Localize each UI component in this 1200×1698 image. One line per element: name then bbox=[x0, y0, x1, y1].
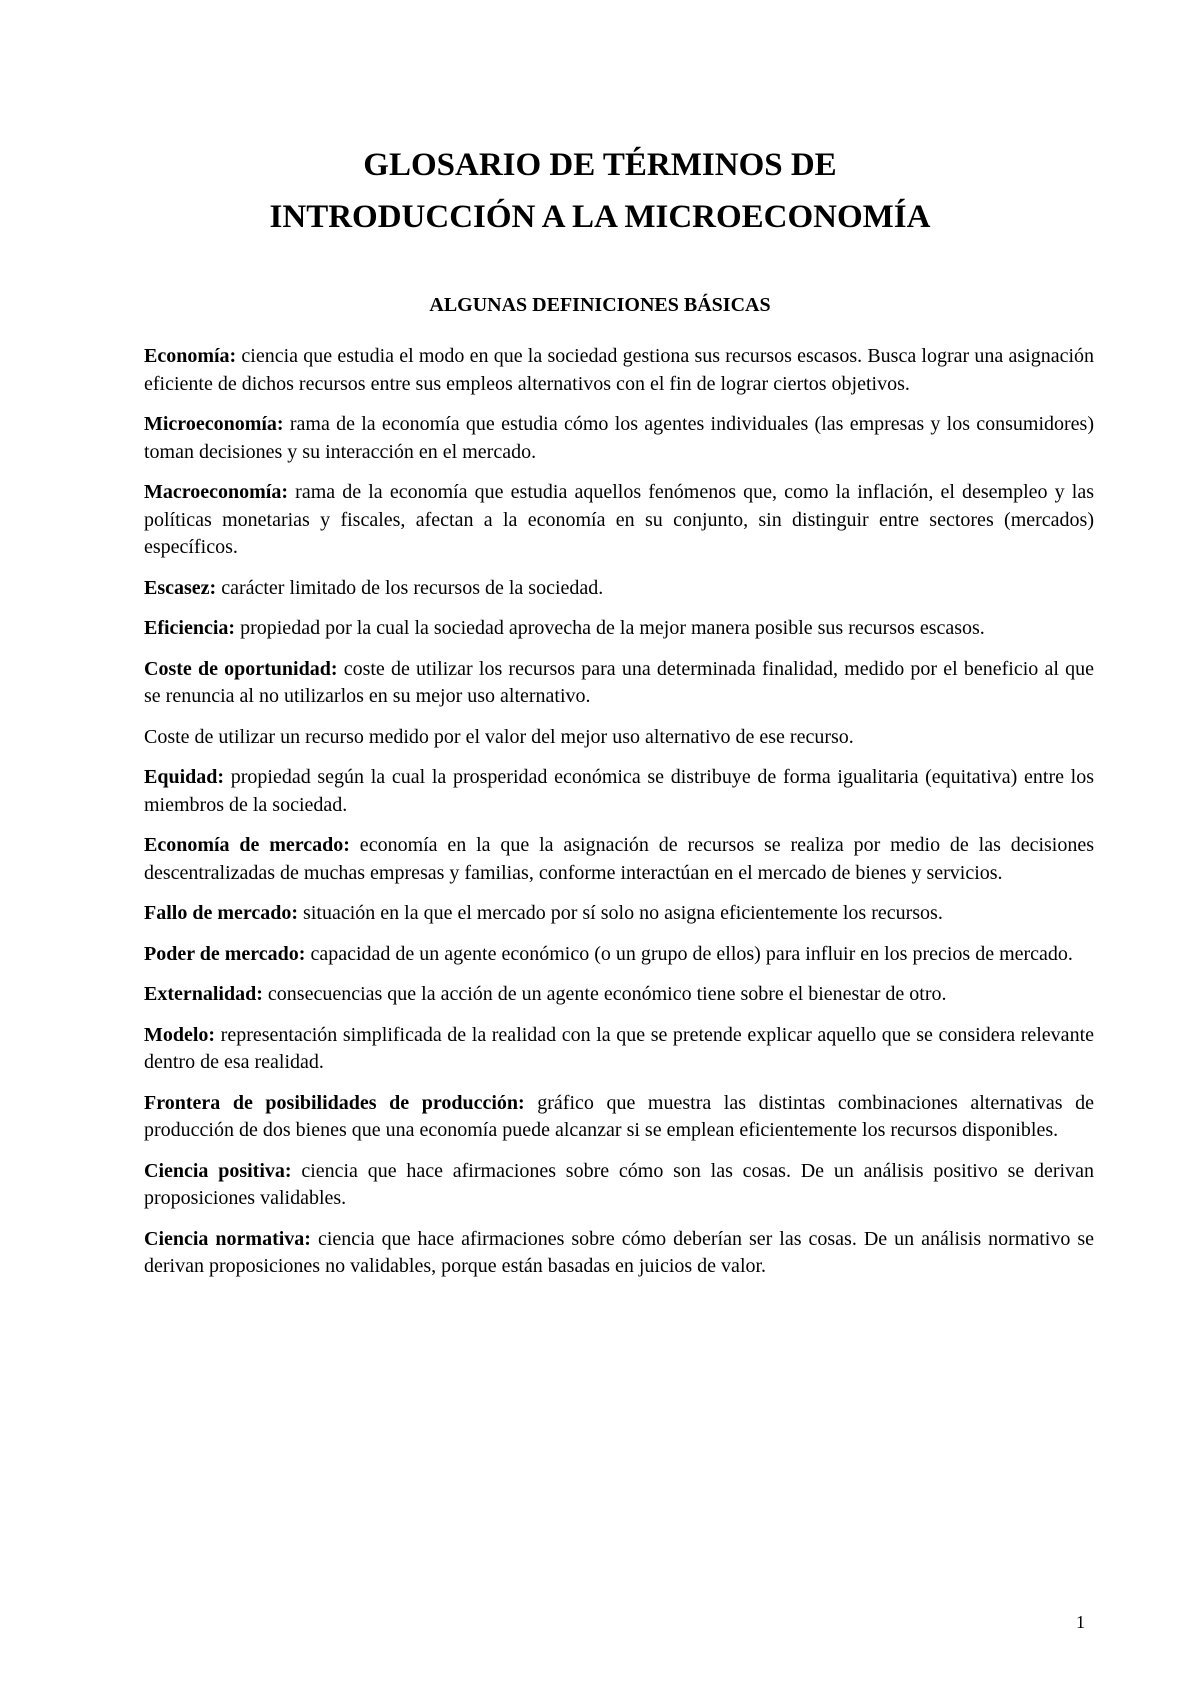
glossary-term: Macroeconomía: bbox=[144, 481, 289, 503]
glossary-definition: carácter limitado de los recursos de la sociedad. bbox=[216, 576, 604, 599]
glossary-entry-frontera-posibilidades bbox=[144, 1090, 1094, 1145]
page-number: 1 bbox=[1076, 1612, 1085, 1632]
glossary-entry-ciencia-normativa bbox=[144, 1226, 1094, 1281]
glossary-term: Economía: bbox=[144, 345, 237, 367]
glossary-definition: ciencia que hace afirmaciones sobre cómo son las cosas. De un análisis positivo se derivan proposiciones validables. bbox=[144, 1159, 1094, 1209]
glossary-entry-escasez bbox=[144, 575, 1094, 603]
glossary-entry-poder-mercado bbox=[144, 941, 1094, 969]
glossary-entry-coste-oportunidad bbox=[144, 656, 1094, 711]
glossary-definition: coste de utilizar los recursos para una determinada finalidad, medido por el beneficio al que se renuncia al no utilizarlos en su mejor uso alternativo. bbox=[144, 657, 1094, 707]
glossary-term: Equidad: bbox=[144, 766, 225, 788]
glossary-term: Fallo de mercado: bbox=[144, 902, 299, 924]
glossary-definition: propiedad según la cual la prosperidad económica se distribuye de forma igualitaria (equitativa) entre los miembros de la sociedad. bbox=[144, 766, 1094, 816]
glossary-term: Escasez: bbox=[144, 576, 217, 599]
glossary-entry-ciencia-positiva bbox=[144, 1158, 1094, 1213]
glossary-term: Frontera de posibilidades de producción: bbox=[144, 1091, 525, 1114]
glossary-term: Coste de oportunidad: bbox=[144, 657, 338, 680]
glossary-definition: capacidad de un agente económico (o un grupo de ellos) para influir en los precios de mercado. bbox=[305, 942, 1073, 965]
glossary-entry-economia-mercado bbox=[144, 832, 1094, 887]
glossary-definition: gráfico que muestra las distintas combinaciones alternativas de producción de dos bienes que una economía puede alcanzar si se emplean eficientemente los recursos disponibles. bbox=[144, 1091, 1094, 1141]
glossary-term: Ciencia normativa: bbox=[144, 1227, 311, 1250]
glossary-definition: rama de la economía que estudia aquellos fenómenos que, como la inflación, el desempleo y las políticas monetarias y fiscales, afectan a la economía en su conjunto, sin distinguir entre sectores (mercados) específicos. bbox=[144, 481, 1094, 558]
glossary-list bbox=[144, 343, 1094, 1294]
glossary-term: Microeconomía: bbox=[144, 413, 284, 435]
glossary-entry-economia bbox=[144, 343, 1094, 398]
glossary-entry-eficiencia bbox=[144, 615, 1094, 643]
glossary-definition: representación simplificada de la realidad con la que se pretende explicar aquello que se considera relevante dentro de esa realidad. bbox=[144, 1023, 1094, 1073]
glossary-definition: economía en la que la asignación de recursos se realiza por medio de las decisiones descentralizadas de muchas empresas y familias, conforme interactúan en el mercado de bienes y servicios. bbox=[144, 834, 1095, 884]
glossary-definition: consecuencias que la acción de un agente económico tiene sobre el bienestar de otro. bbox=[262, 983, 947, 1005]
glossary-entry-coste-alternativo bbox=[144, 724, 1094, 752]
section-heading: ALGUNAS DEFINICIONES BÁSICAS bbox=[429, 294, 771, 316]
glossary-entry-fallo-mercado bbox=[144, 900, 1094, 928]
glossary-term: Economía de mercado: bbox=[144, 834, 350, 856]
glossary-term: Externalidad: bbox=[144, 983, 263, 1005]
glossary-entry-externalidad bbox=[144, 981, 1094, 1009]
glossary-definition: ciencia que estudia el modo en que la sociedad gestiona sus recursos escasos. Busca lograr una asignación eficiente de dichos recursos entre sus empleos alternativos con el fin de lograr ciertos objetivos. bbox=[144, 345, 1094, 395]
glossary-definition: propiedad por la cual la sociedad aprovecha de la mejor manera posible sus recursos escasos. bbox=[235, 617, 985, 639]
title-line-2: INTRODUCCIÓN A LA MICROECONOMÍA bbox=[269, 199, 931, 235]
glossary-entry-equidad bbox=[144, 764, 1094, 819]
glossary-term: Poder de mercado: bbox=[144, 942, 306, 965]
glossary-entry-microeconomia bbox=[144, 411, 1094, 466]
page-title bbox=[0, 139, 1200, 243]
glossary-definition: ciencia que hace afirmaciones sobre cómo deberían ser las cosas. De un análisis normativo se derivan proposiciones no validables, porque están basadas en juicios de valor. bbox=[144, 1227, 1094, 1277]
glossary-entry-modelo bbox=[144, 1022, 1094, 1077]
glossary-definition: Coste de utilizar un recurso medido por el valor del mejor uso alternativo de ese recurso. bbox=[144, 725, 854, 748]
title-line-1: GLOSARIO DE TÉRMINOS DE bbox=[363, 147, 837, 183]
glossary-term: Eficiencia: bbox=[144, 617, 236, 639]
glossary-definition: situación en la que el mercado por sí solo no asigna eficientemente los recursos. bbox=[298, 902, 943, 924]
glossary-term: Modelo: bbox=[144, 1023, 216, 1046]
glossary-entry-macroeconomia bbox=[144, 479, 1094, 562]
glossary-term: Ciencia positiva: bbox=[144, 1159, 292, 1182]
glossary-definition: rama de la economía que estudia cómo los agentes individuales (las empresas y los consumidores) toman decisiones y su interacción en el mercado. bbox=[144, 413, 1094, 463]
